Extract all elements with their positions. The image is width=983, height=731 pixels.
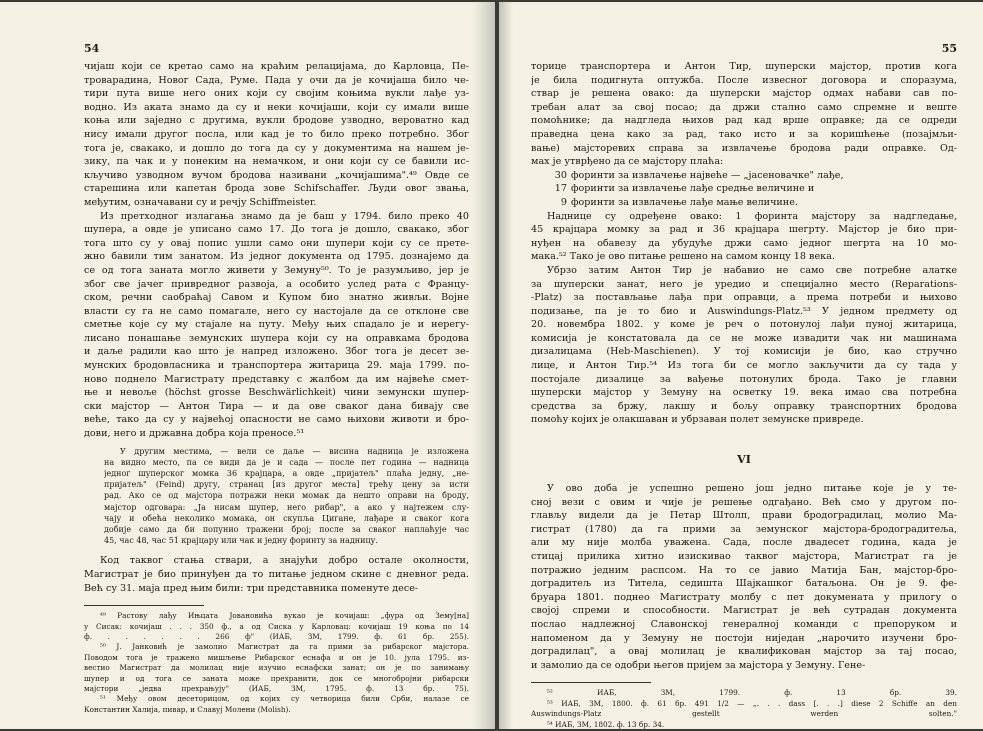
text-line: вање) мајсторевих справа за извлачење бродова ради оправке. Од- (531, 142, 957, 154)
right-page (499, 2, 983, 729)
text-line: тога што су у овај попис ушли само они шупери који су се прете- (84, 237, 469, 249)
text-line: доградитељ из Титела, седишта Шајкашког батаљона. Он је 9. фе- (531, 578, 957, 590)
text-line: дизалицама (Heb-Maschienen). У тој комисији је био, као стручно (531, 346, 957, 358)
text-line: међутим, означавани су и речју Schiffmeister. (84, 196, 317, 208)
text-line: мајстори „једва прехрањују" (ИАБ, ЗМ, 1795. ф. 13 бр. 75). (84, 684, 469, 694)
text-line: торице транспортера и Антон Тир, шуперски мајстор, против кога (531, 61, 957, 72)
text-line: Већ су 31. маја пред њим били: три представника поменуте десе- (84, 582, 419, 594)
text-line: једног шуперског момка 36 крајцара, а овде „пријатељ" плаћа једну, „не- (104, 469, 469, 479)
text-line: тири пута више него оних који су својим коњима вукли лађе уз- (84, 88, 469, 100)
fee-description: форинти за извлачење лађе мање величине. (571, 196, 798, 208)
page-number: 55 (941, 42, 957, 55)
text-line: бруара 1801. поднео Магистрату молбу с пет докумената у прилогу о (531, 591, 957, 603)
text-line: својој спреми и способности. Магистрат је већ сутрадан документа (531, 605, 957, 617)
text-line: жно бавили тим занатом. Из једног документа од 1795. дознајемо да (84, 251, 469, 263)
text-line: троварадина, Новог Сада, Руме. Пада у очи да је кочијаша било че- (84, 74, 469, 86)
text-line: нису имали другог посла, или кад је то било преко потребно. Због (84, 128, 469, 140)
text-line: ⁵⁴ ИАБ, ЗМ, 1802. ф. 13 бр. 34. (547, 719, 665, 729)
gutter-shadow (499, 2, 513, 729)
text-line: пријатељ" (Feind) другу, странац [из другог места] трећу цену за исти (104, 480, 469, 490)
text-line: шупер и од тога се заната може прехранити, док се многобројни рибарски (84, 673, 469, 683)
text-line: мака.⁵² Тако је ово питање решено на самом концу 18 века. (531, 251, 835, 263)
fee-description: форинти за извлачење највеће — „јасеновачке" лађе, (571, 169, 844, 181)
paragraph (84, 554, 469, 595)
text-line: мајстор одговара: „Ја нисам шупер, него рибар", а ако у најтежем слу- (104, 502, 469, 512)
text-line: доградилац", а овај молилац је квалификован мајстор за тај посао, (531, 646, 957, 658)
text-line: на видно место, па се види да је и сада — после пет година — надница (104, 457, 469, 467)
text-line: Auswindungs-Platz gestellt werden solten." (531, 709, 957, 719)
text-line: ⁵³ ИАБ, ЗМ, 1800. ф. 61 бр. 491 1/2 — „. . . dass [. . .] diese 2 Schiffe an den (547, 698, 957, 708)
text-line: водно. Из аката знамо да су и неки кочијаши, који су имали више (84, 101, 469, 113)
text-line: У ово доба је успешно решено још једно питање које је у те- (547, 483, 957, 495)
text-line: и замолио да се одобри његов пријем за мајстора у Земуну. Гене- (531, 659, 866, 671)
footnotes (84, 611, 469, 715)
text-line: сметње које су му стајале на путу. Међу њих спадало је и нерегу- (84, 319, 469, 331)
text-line: потражио једним распсом. На то се јавио Матија Бан, мајстор-бро- (531, 564, 957, 576)
text-line: мах је утврђено да се мајстору плаћа: (531, 156, 724, 168)
text-line: ⁴⁹ Растову лађу Ињцата Јовановића вукао је кочијаш: „фура од Зему[на] (100, 611, 469, 621)
text-line: шупера, а овде је уписано само 17. До тога је дошло, свакако, због (84, 224, 469, 236)
text-line: ⁵¹ Међу овом десеторицом, од којих су четворица били Срби, налазе се (100, 694, 469, 704)
text-line: Код таквог стања ствари, а знајући добро остале околности, (100, 555, 469, 567)
text-line: 20. новембра 1802. у коме је реч о потонулој лађи пуној житарица, (531, 319, 957, 331)
fee-amount: 17 (554, 183, 567, 195)
text-line: Константин Халија, пивар, и Славуј Молени (Molish). (84, 704, 291, 714)
text-line: праведна цена како за рад, тако исто и за коришћење (позајмљи- (531, 128, 957, 140)
footnote-rule (531, 682, 651, 683)
fee-item (531, 169, 957, 183)
text-line: глављу видели да је Петар Штолп, прави бродоградилац, молио Ма- (531, 510, 957, 522)
text-line: власти су га не само помагале, него су настојале да се отклоне све (84, 305, 469, 317)
text-line: вестио Магистрат да молилац није изучио еснафски занат; он је по занимању (84, 663, 469, 673)
text-line: веће, тако да су у највећој опасности не само њихови животи и бро- (84, 414, 469, 426)
text-line: ⁵⁰ Ј. Јанковић је замолио Магистрат да га прими за рибарског мајстора. (100, 642, 469, 652)
paragraph (84, 210, 469, 441)
text-line: Наднице су одређене овако: 1 форинта мајстору за надгледање, (547, 210, 957, 222)
gutter-shadow (473, 2, 495, 729)
text-line: у Сисак: кочијаш . . . 350 ф., а од Сиска у Карловац: кочијаш 19 коња по 14 (84, 621, 469, 631)
text-line: 45, час 48, час 51 крајцару или чак и једну форинту за надницу. (104, 536, 378, 546)
page-number: 54 (84, 42, 100, 55)
text-line: напоменом да у Земуну не постоји ниједан „нарочито изучени бро- (531, 632, 957, 644)
text-line: ново поднело Магистрату представку с жалбом да им највеће смет- (84, 373, 469, 385)
text-line: сној вези с овим и чије је решење одгађано. Већ смо у другом по- (531, 496, 957, 508)
text-line: гистрат (1780) да га прими за земунског мајстора-бродоградитеља, (531, 523, 957, 535)
text-line: рад. Ако се од мајстора потражи неки момак да нешто оправи на броду, (104, 491, 469, 501)
text-line: У другим местима, — вели се даље — висина надница је изложена (120, 446, 469, 456)
fee-list (531, 169, 957, 210)
text-line: зику, па чак и у понеким на немачком, и они који су се бавили ис- (84, 156, 469, 168)
text-line: шуперски мајстор у Земуну на осветку 19. века имао сва потребна (531, 387, 957, 399)
text-line: лице, и Антон Тир.⁵⁴ Из тога би се могло закључити да су тада у (531, 360, 957, 372)
text-line: мунских бродовласника и транспортера житарица 29. маја 1799. по- (84, 360, 469, 372)
text-line: ствар је решена овако: да шуперски мајстор одмах набави сав по- (531, 88, 957, 100)
text-line: добије само да би попунио тражени број; после за сваког наплаћује час (104, 525, 469, 535)
text-line: послао надлежној Славонској генералној команди с препоруком и (531, 618, 957, 630)
text-line: коња или заједно с другима, вукли бродове узводно, вероватно кад (84, 115, 469, 127)
text-line: ⁵² ИАБ, ЗМ, 1799. ф. 13 бр. 39. (547, 688, 957, 698)
text-line: за шуперски занат, него је уредио и специјално место (Reparations- (531, 278, 957, 290)
text-line: ф. . . . . . . 266 ф" (ИАБ, ЗМ, 1799. ф. 61 бр. 255). (84, 632, 469, 642)
text-line: Поводом тога је тражено мишљење Рибарског еснафа и он је 10. јула 1795. из- (84, 652, 469, 662)
text-line: -Platz) за постављање лађа при оправци, а према потреби и њихово (531, 292, 957, 304)
text-line: је била подигнута оптужба. После извесног договора и споразума, (531, 74, 957, 86)
text-line: кључиво узводном вучом бродова називани „кочијашима".⁴⁹ Овде се (84, 169, 469, 181)
left-page (0, 2, 495, 729)
text-line: ње и невоље (höchst grosse Beschwärlichkeit) чини земунски шупер- (84, 387, 469, 399)
text-line: подизање, па је то био и Auswindungs-Platz.⁵³ У једном предмету од (531, 305, 957, 317)
text-line: ски мајстор — Антон Тира — и да ове сваког дана бивају све (84, 400, 469, 412)
text-line: се од тога заната могло живети у Земуну⁵⁰. То је разумљиво, јер је (84, 264, 469, 276)
fee-amount: 9 (560, 196, 567, 208)
text-line: помоћнике; да надгледа њихов рад кад врше оправке; да се одреди (531, 115, 957, 127)
fee-item (531, 196, 957, 210)
paragraph (531, 482, 957, 672)
text-line: Из претходног излагања знамо да је баш у 1794. било преко 40 (100, 210, 469, 222)
text-line: дови, него и државна добра која преносе.⁵¹ (84, 428, 305, 440)
text-line: и даље радили као што је напред изложено. Због тога је десет зе- (84, 346, 469, 358)
text-line: чају и обећа неколико момака, он скупља Цигане, лађаре и сваког кога (104, 513, 469, 523)
paragraph (84, 60, 469, 210)
block-quote (84, 446, 469, 547)
fee-amount: 30 (554, 169, 567, 181)
text-line: помоћу којих је олакшаван и убрзаван полет земунске привреде. (531, 414, 864, 426)
fee-item (531, 182, 957, 196)
text-line: 45 крајцара момку за рад и 36 крајцара шегрту. Мајстор је био при- (531, 224, 957, 236)
text-line: ском, речни саобраћај Савом и Купом био знатно живљи. Војне (84, 292, 469, 304)
text-line: комисија је констатовала да се не може извадити чак ни машинама (531, 332, 957, 344)
text-line: Магистрат је био принуђен да то питање једном скине с дневног реда. (84, 569, 469, 581)
text-line: Убрзо затим Антон Тир је набавио не само све потребне алатке (547, 264, 957, 276)
text-line: нуђен на обавезу да убудуће држи само једног шегрта на 10 мо- (531, 237, 957, 249)
text-line: старешина или капетан брода зове Schifschaffer. Људи овог звања, (84, 183, 469, 195)
section-heading: VI (737, 453, 751, 467)
text-line: чијаш који се кретао само на краћим релацијама, до Карловца, Пе- (84, 61, 469, 72)
footnote-rule (84, 605, 204, 606)
text-line: лисано понашање земунских шупера који су на оправкама бродова (84, 332, 469, 344)
paragraph (531, 210, 957, 264)
text-line: требан алат за свој посао; да држи стално само спремне и веште (531, 101, 957, 113)
text-line: стицај прилика хитно изискивао таквог мајстора, Магистрат га је (531, 551, 957, 562)
paragraph (531, 60, 957, 169)
text-line: тога је, свакако, и дошло до тога да су у документима на нашем је- (84, 142, 469, 154)
fee-description: форинти за извлачење лађе средње величине и (571, 183, 815, 195)
footnotes (531, 688, 957, 729)
text-line: због све јачег привредног развоја, а особито услед рата с Францу- (84, 278, 469, 290)
text-line: али му није молба уважена. Сада, после двадесет година, када је (531, 537, 957, 549)
text-line: средства за бржу, лакшу и бољу оправку транспортних бродова (531, 400, 957, 412)
paragraph (531, 264, 957, 427)
text-line: постојале дизалице за вађење потонулих брода. Тако је главни (531, 373, 957, 385)
